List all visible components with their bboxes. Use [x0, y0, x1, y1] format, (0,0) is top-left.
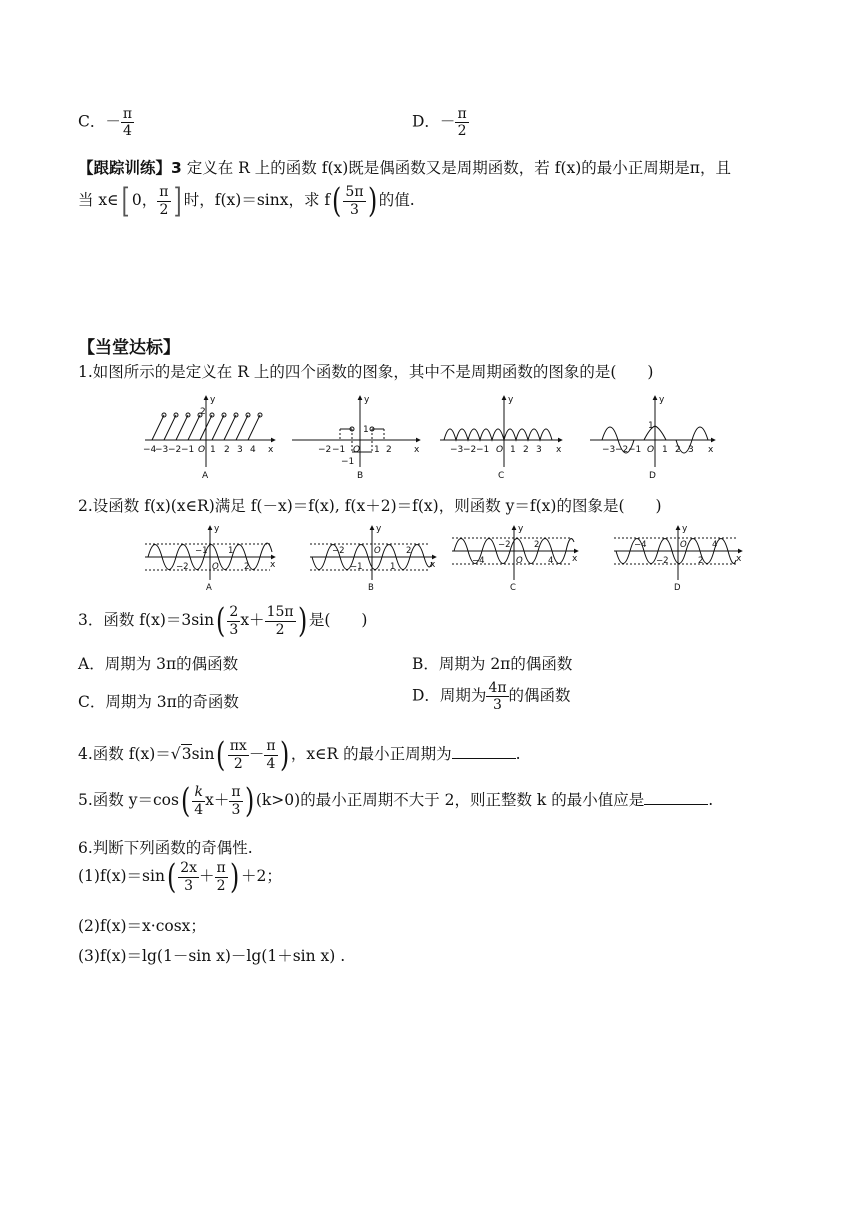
tick: 4 — [548, 556, 554, 566]
q4-frac-2: $\frac{\pi}{4}$ — [266, 738, 276, 772]
tracking-prefix: 当 x∈ — [78, 191, 119, 209]
q3-mid: x＋ — [240, 611, 265, 629]
question-6-part-1 — [78, 857, 282, 897]
question-3 — [78, 601, 368, 641]
q2a-y-label: y — [214, 524, 220, 534]
tick: 1 — [662, 445, 668, 455]
q1c-x-label: x — [556, 445, 562, 455]
tick: 3 — [688, 445, 694, 455]
option-d-label: D．－ — [412, 112, 456, 131]
tick: 2 — [675, 445, 681, 455]
q1a-x-label: x — [268, 445, 274, 455]
q2-graph-b — [310, 524, 436, 593]
tick: −3 — [602, 445, 616, 455]
q1a-y-tick: 2 — [200, 407, 206, 417]
q1c-y-label: y — [508, 395, 514, 405]
tick: 3 — [536, 445, 542, 455]
tick: O — [212, 562, 219, 572]
tick: 3 — [237, 445, 243, 455]
q1b-caption: B — [357, 471, 364, 481]
tick: O — [353, 445, 361, 455]
tick: O — [198, 445, 206, 455]
q2-graphs — [140, 522, 750, 594]
q2d-y-label: y — [682, 524, 688, 534]
paren-close: ) — [244, 781, 254, 821]
paren-close: ) — [367, 181, 377, 221]
q2c-x-label: x — [572, 554, 578, 564]
q3-suffix: 是( ) — [308, 611, 368, 629]
q3-option-d — [412, 680, 571, 713]
tick: −2 — [176, 562, 189, 572]
tick: 1 — [210, 445, 216, 455]
q6-p1-prefix: (1)f(x)＝sin — [78, 867, 165, 885]
tick: O — [496, 445, 504, 455]
tick: −2 — [615, 445, 629, 455]
q1-graph-d — [590, 395, 715, 481]
q3-d-frac: $\frac{4\pi}{3}$ — [488, 680, 507, 714]
paren-close: ) — [229, 857, 240, 897]
tick: −4 — [143, 445, 157, 455]
q5-frac-2: $\frac{\pi}{3}$ — [231, 784, 241, 818]
tick: −2 — [463, 445, 477, 455]
bracket-close: ] — [173, 181, 182, 221]
q5-mid: x＋ — [205, 791, 230, 809]
q2-graph-c — [452, 524, 578, 593]
q3-option-b: B．周期为 2π的偶函数 — [412, 655, 573, 673]
tick: 4 — [250, 445, 256, 455]
tick: O — [516, 556, 523, 566]
answer-blank[interactable] — [644, 790, 708, 805]
tick: −1 — [628, 445, 642, 455]
question-1: 1.如图所示的是定义在 R 上的四个函数的图象，其中不是周期函数的图象的是( ) — [78, 363, 654, 381]
tick: −2 — [168, 445, 182, 455]
tick: −1 — [181, 445, 195, 455]
arg-fraction: $\frac{5\pi}{3}$ — [345, 184, 364, 218]
q4-prefix: 4.函数 f(x)＝ — [78, 745, 171, 763]
tick: −3 — [450, 445, 464, 455]
q1d-y-tick: 1 — [648, 421, 654, 431]
tick: −4 — [472, 556, 485, 566]
option-c — [78, 106, 134, 139]
q1-graph-a — [143, 395, 275, 481]
tracking-mid: 时，f(x)＝sinx，求 f — [183, 191, 331, 209]
tick: 2 — [534, 540, 540, 550]
q1d-y-label: y — [659, 395, 665, 405]
tracking-tag: 【跟踪训练】 — [78, 159, 172, 177]
tick: −1 — [332, 445, 346, 455]
q3-frac-1: $\frac{2}{3}$ — [229, 604, 239, 638]
tick: −2 — [332, 546, 345, 556]
question-6-part-2: (2)f(x)＝x·cosx； — [78, 917, 206, 935]
q1b-y-tick-1: 1 — [363, 425, 369, 435]
tick: −1 — [350, 562, 363, 572]
q5-suffix: (k>0)的最小正周期不大于 2，则正整数 k 的最小值应是 — [255, 791, 645, 809]
tick: −4 — [634, 540, 647, 550]
tick: 2 — [244, 562, 250, 572]
q1b-ticks — [318, 445, 392, 455]
q3-option-c: C．周期为 3π的奇函数 — [78, 693, 239, 711]
q1-graphs — [140, 392, 720, 482]
tick: O — [680, 540, 687, 550]
q2d-caption: D — [674, 583, 681, 593]
option-c-label: C．－ — [78, 112, 121, 131]
tick: 1 — [390, 562, 396, 572]
option-d-fraction: $\frac{\pi}{2}$ — [457, 106, 467, 140]
paren-close: ) — [297, 601, 307, 641]
q1a-y-label: y — [210, 395, 216, 405]
q4-sin: sin — [191, 745, 215, 763]
q2b-caption: B — [368, 583, 374, 593]
tick: −1 — [195, 546, 208, 556]
q1d-ticks — [602, 445, 694, 455]
tick: 1 — [510, 445, 516, 455]
q3-prefix: 3．函数 f(x)＝3sin — [78, 611, 215, 629]
q1b-y-label: y — [364, 395, 370, 405]
tracking-number: 3 — [171, 159, 182, 177]
q2a-x-label: x — [270, 560, 276, 570]
question-4 — [78, 735, 521, 775]
tick: 2 — [406, 546, 412, 556]
question-5 — [78, 781, 714, 821]
q1d-caption: D — [649, 471, 656, 481]
q2b-y-label: y — [376, 524, 382, 534]
tick: 4 — [712, 540, 718, 550]
q1c-caption: C — [498, 471, 505, 481]
q5-frac-1: $\frac{k}{4}$ — [194, 784, 204, 818]
question-2: 2.设函数 f(x)(x∈R)满足 f(－x)＝f(x), f(x＋2)＝f(x)，则函数 y＝f(x)的图象是( ) — [78, 497, 662, 515]
interval-start: 0， — [131, 191, 158, 209]
option-d — [412, 106, 469, 139]
tracking-suffix: 的值. — [378, 191, 415, 209]
paren-open: ( — [216, 601, 226, 641]
q1-graph-c — [440, 395, 562, 481]
paren-open: ( — [332, 181, 342, 221]
q3-d-prefix: D．周期为 — [412, 686, 487, 705]
q1b-y-tick-neg1: −1 — [341, 457, 355, 467]
q4-frac-1: $\frac{\pi x}{2}$ — [229, 738, 247, 772]
option-c-fraction: $\frac{\pi}{4}$ — [122, 106, 133, 140]
q4-sqrt: 3 — [181, 745, 192, 763]
q1b-x-label: x — [414, 445, 420, 455]
q3-frac-2: $\frac{15\pi}{2}$ — [266, 604, 294, 638]
q4-suffix: ，x∈R 的最小正周期为 — [290, 745, 452, 763]
q4-end: . — [515, 745, 521, 763]
q2-graph-a — [145, 524, 276, 593]
question-6-part-3: (3)f(x)＝lg(1－sin x)－lg(1＋sin x) . — [78, 947, 346, 965]
tick: 2 — [698, 556, 704, 566]
tick: −1 — [476, 445, 490, 455]
paren-open: ( — [216, 735, 226, 775]
tick: 2 — [224, 445, 230, 455]
tick: 1 — [374, 445, 380, 455]
q2b-x-label: x — [430, 560, 436, 570]
tick: −2 — [318, 445, 332, 455]
paren-open: ( — [166, 857, 177, 897]
tick: −2 — [498, 540, 511, 550]
tick: 2 — [523, 445, 529, 455]
q6-p1-suffix: ＋2； — [241, 867, 282, 885]
tick: 1 — [228, 546, 234, 556]
q4-minus: － — [248, 745, 265, 763]
tick: −3 — [155, 445, 169, 455]
tracking-line-1 — [78, 156, 731, 178]
tick: −2 — [656, 556, 669, 566]
q2a-caption: A — [206, 583, 212, 593]
section-title: 【当堂达标】 — [78, 338, 180, 358]
q6-frac-1: $\frac{2x}{3}$ — [180, 860, 198, 894]
q2d-x-label: x — [736, 554, 742, 564]
question-6-title: 6.判断下列函数的奇偶性. — [78, 839, 253, 857]
q3-option-a: A．周期为 3π的偶函数 — [78, 655, 239, 673]
paren-close: ) — [279, 735, 289, 775]
q1d-x-label: x — [708, 445, 714, 455]
q1c-ticks — [450, 445, 542, 455]
q5-prefix: 5.函数 y＝cos — [78, 791, 179, 809]
tick: 2 — [386, 445, 392, 455]
interval-fraction: $\frac{\pi}{2}$ — [159, 184, 169, 218]
sqrt-sign: √ — [170, 745, 181, 763]
bracket-open: [ — [121, 181, 130, 221]
answer-blank[interactable] — [452, 744, 516, 759]
q6-plus: ＋ — [199, 867, 215, 885]
tick: O — [374, 546, 381, 556]
q2a-ticks — [176, 546, 249, 572]
q1a-caption: A — [202, 471, 209, 481]
q6-frac-2: $\frac{\pi}{2}$ — [216, 860, 226, 894]
tracking-text-1: 定义在 R 上的函数 f(x)既是偶函数又是周期函数，若 f(x)的最小正周期是π，且 — [186, 159, 731, 177]
q2c-y-label: y — [518, 524, 524, 534]
tick: O — [647, 445, 655, 455]
q1-graph-b — [292, 395, 420, 481]
paren-open: ( — [180, 781, 191, 821]
q5-end: . — [708, 791, 714, 809]
q3-d-suffix: 的偶函数 — [508, 686, 571, 705]
q2-graph-d — [614, 524, 742, 593]
q2c-caption: C — [510, 583, 516, 593]
tracking-line-2 — [78, 181, 415, 221]
q1a-ticks — [143, 445, 256, 455]
